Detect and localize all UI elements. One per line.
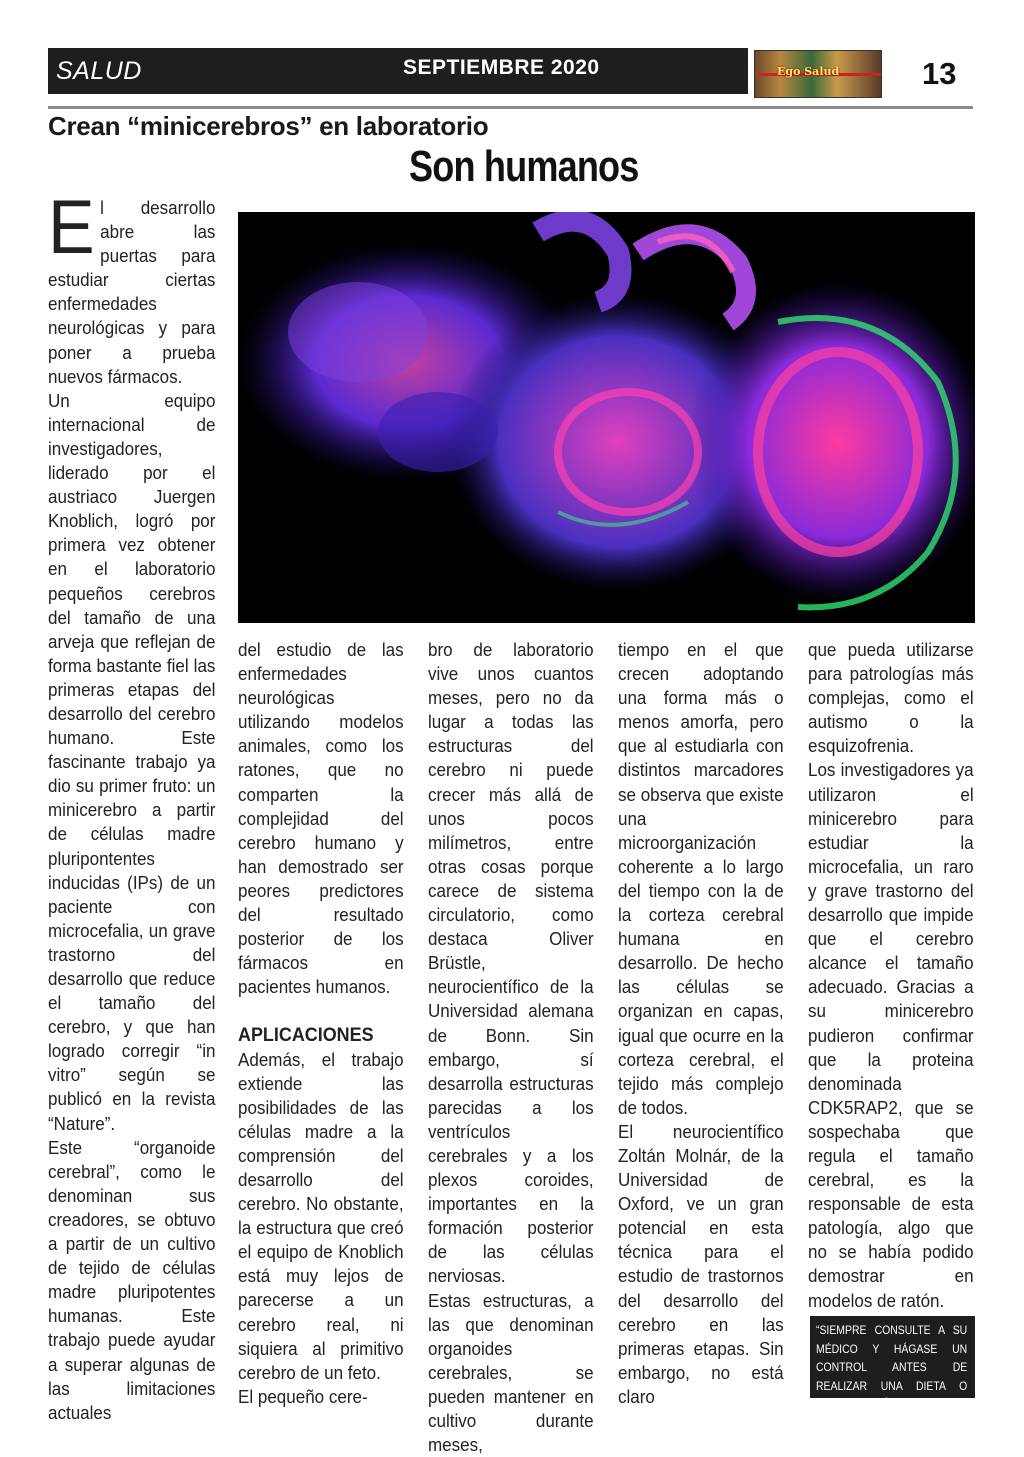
paragraph: bro de laboratorio vive unos cuantos meses, pero no da lugar a todas las estructuras del cerebro ni puede crecer más allá de unos pocos milímetros, entre otras cosas porque carece de sistema circulatorio, como destaca Oliver Brüstle, neurocientífico de la Universidad alemana de Bonn. Sin embargo, sí desarrolla estructuras parecidas a los ventrículos cerebrales y a los plexos coroides, importantes en la formación posterior de las células nerviosas. [428, 639, 594, 1287]
paragraph: tiempo en el que crecen adoptando una forma más o menos amorfa, pero que al estudiarla con distintos marcadores se observa que existe una microorganización coherente a lo largo del tiempo con la de la corteza cerebral humana en desarrollo. De hecho las células se organizan en capas, igual que ocurre en la corteza cerebral, el tejido más complejo de todos. [618, 639, 784, 1118]
health-tip-box [810, 1316, 975, 1411]
paragraph: El pequeño cere- [238, 1385, 368, 1407]
paragraph: Este “organoide cerebral”, como le denominan sus creadores, se obtuvo a partir de un cultivo de tejido de células madre pluripotentes humanas. Este trabajo puede ayudar a superar algunas de las limitaciones actuales [48, 1136, 216, 1423]
article-column-5 [808, 638, 974, 1313]
paragraph: Un equipo internacional de investigadores, liderado por el austriaco Juergen Knoblich, logró por primera vez obtener en el laboratorio pequeños cerebros del tamaño de una arveja que reflejan de forma bastante fiel las primeras etapas del desarrollo del cerebro humano. Este fascinante trabajo ya dio su primer fruto: un minicerebro a partir de células madre pluripontentes inducidas (IPs) de un paciente con microcefalia, un grave trastorno del desarrollo que reduce el tamaño del cerebro, y que han logrado corregir “in vitro” según se publicó en la revista “Nature”. [48, 389, 216, 1134]
paragraph: Además, el trabajo extiende las posibilidades de las células madre a la comprensión del desarrollo del cerebro. No obstante, la estructura que creó el equipo de Knoblich está muy lejos de parecerse a un cerebro real, ni siquiera al primitivo cerebro de un feto. [238, 1048, 404, 1383]
article-column-2 [238, 638, 404, 1409]
paragraph: que pueda utilizarse para patrologías más complejas, como el autismo o la esquizofrenia. [808, 639, 974, 757]
article-kicker: Crean “minicerebros” en laboratorio [48, 111, 489, 141]
article-column-3 [428, 638, 594, 1457]
article-headline: Son humanos [409, 142, 639, 191]
section-label: SALUD [56, 57, 142, 85]
magazine-logo [754, 50, 882, 98]
paragraph: El neurocientífico Zoltán Molnár, de la Universidad de Oxford, ve un gran potencial en esta técnica para el estudio de trastornos del desarrollo del cerebro en las primeras etapas. Sin embargo, no está claro [618, 1120, 784, 1407]
subheading-aplicaciones: APLICACIONES [238, 1024, 374, 1047]
paragraph: l desarrollo abre las puertas para estudiar ciertas enfermedades neurológicas y para poner a prueba nuevos fármacos. [48, 197, 216, 387]
drop-cap: E [48, 185, 95, 270]
logo-text: Ego Salud [777, 65, 840, 78]
section-header-bar [48, 48, 748, 94]
page-number: 13 [922, 56, 957, 91]
article-column-4 [618, 638, 784, 1409]
paragraph: Los investigadores ya utilizaron el minicerebro para estudiar la microcefalia, un raro y grave trastorno del desarrollo que impide que el cerebro alcance el tamaño adecuado. Gracias a su minicerebro pudieron confirmar que la proteina denominada CDK5RAP2, que se sospechaba que regula el tamaño cerebral, es la responsable de esta patología, algo que no se había podido demostrar en modelos de ratón. [808, 759, 974, 1311]
article-column-1 [48, 185, 216, 1425]
health-tip-text: “SIEMPRE CONSULTE A SU MÉDICO Y HÁGASE UN CONTROL ANTES DE REALIZAR UNA DIETA O ACTIVADAD FÍSICA” [816, 1324, 968, 1411]
paragraph: Estas estructuras, a las que denominan organoides cerebrales, se pueden mantener en cultivo durante meses, [428, 1289, 594, 1456]
issue-date: SEPTIEMBRE 2020 [403, 56, 600, 79]
brain-organoid-photo [238, 212, 975, 623]
brain-organoid-image [238, 212, 975, 623]
header-rule [48, 106, 973, 109]
paragraph: del estudio de las enfermedades neurológicas utilizando modelos animales, como los ratones, que no comparten la complejidad del cerebro humano y han demostrado ser peores predictores del resultado posterior de los fármacos en pacientes humanos. [238, 639, 404, 998]
